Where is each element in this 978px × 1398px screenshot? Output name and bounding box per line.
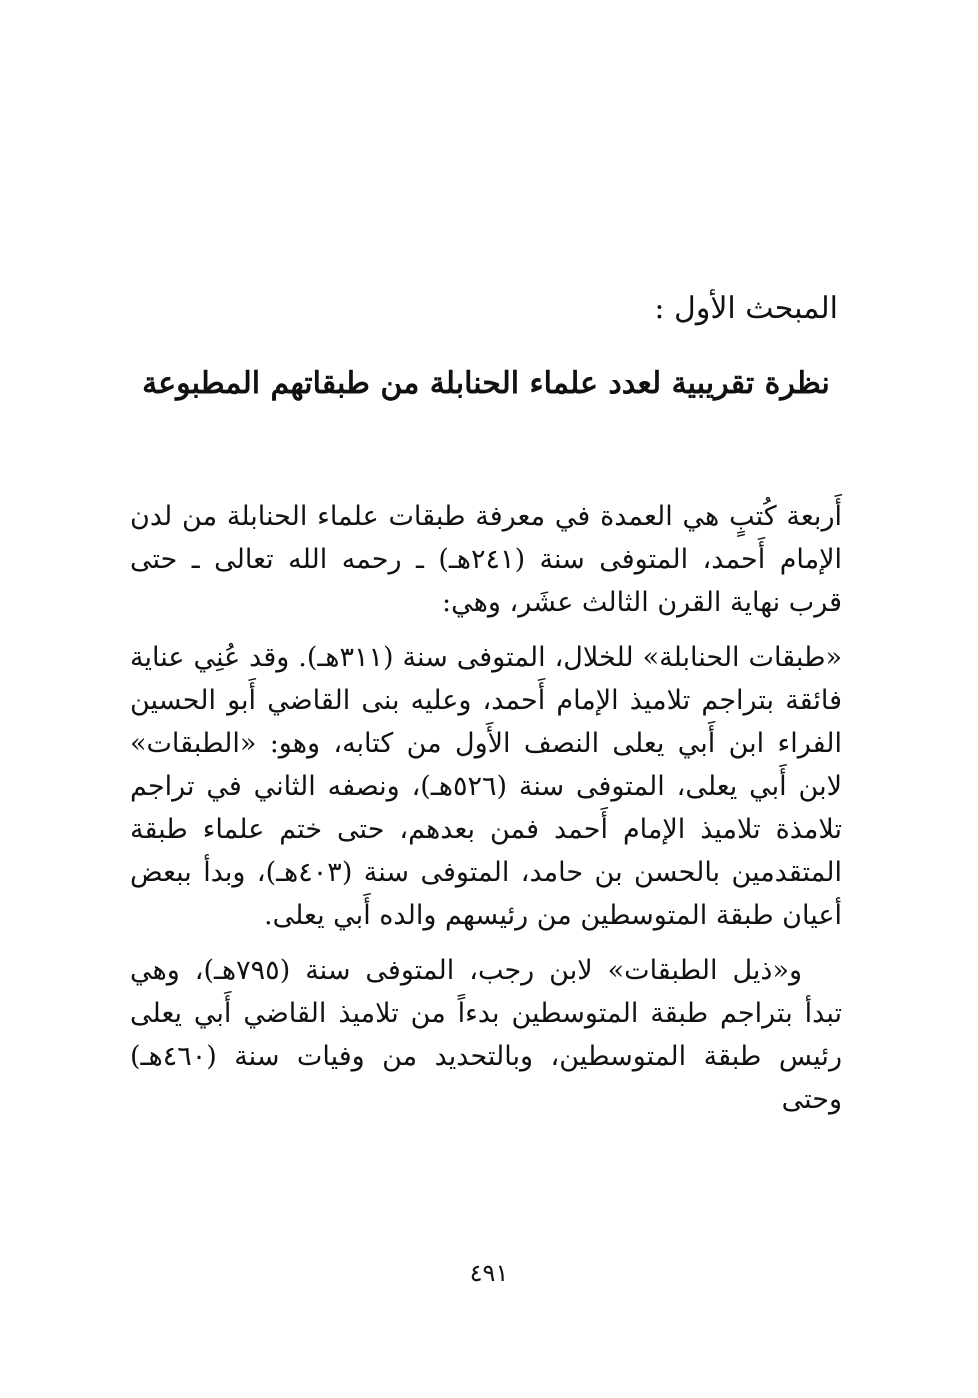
paragraph-tabaqat-alhanabila: «طبقات الحنابلة» للخلال، المتوفى سنة (٣١١هـ). وقد عُنِي عناية فائقة بتراجم تلاميذ الإمام أَحمد، وعليه بنى القاضي أَبو الحسين الفراء ابن أَبي يعلى النصف الأَول من كتابه، وهو: «الطبقات» لابن أَبي يعلى، المتوفى سنة (٥٢٦هـ)، ونصفه الثاني في تراجم تلامذة تلاميذ الإمام أَحمد فمن بعدهم، حتى ختم علماء طبقة المتقدمين بالحسن بن حامد، المتوفى سنة (٤٠٣هـ)، وبدأ ببعض أعيان طبقة المتوسطين من رئيسهم والده أَبي يعلى. <box>130 642 842 931</box>
paragraph-dhayl-altabaqat: و«ذيل الطبقات» لابن رجب، المتوفى سنة (٧٩٥هـ)، وهي تبدأ بتراجم طبقة المتوسطين بدءاً من تلاميذ القاضي أَبي يعلى رئيس طبقة المتوسطين، وبالتحديد من وفيات سنة (٤٦٠هـ) وحتى <box>130 955 842 1115</box>
body-text <box>130 495 842 1133</box>
page-number: ٤٩١ <box>469 1259 509 1287</box>
paragraph-intro: أَربعة كُتبٍ هي العمدة في معرفة طبقات علماء الحنابلة من لدن الإمام أَحمد، المتوفى سنة (٢٤١هـ) ـ رحمه الله تعالى ـ حتى قرب نهاية القرن الثالث عشَر، وهي: <box>130 501 843 618</box>
section-label: المبحث الأول : <box>654 291 838 326</box>
chapter-title: نظرة تقريبية لعدد علماء الحنابلة من طبقاتهم المطبوعة <box>142 366 830 401</box>
